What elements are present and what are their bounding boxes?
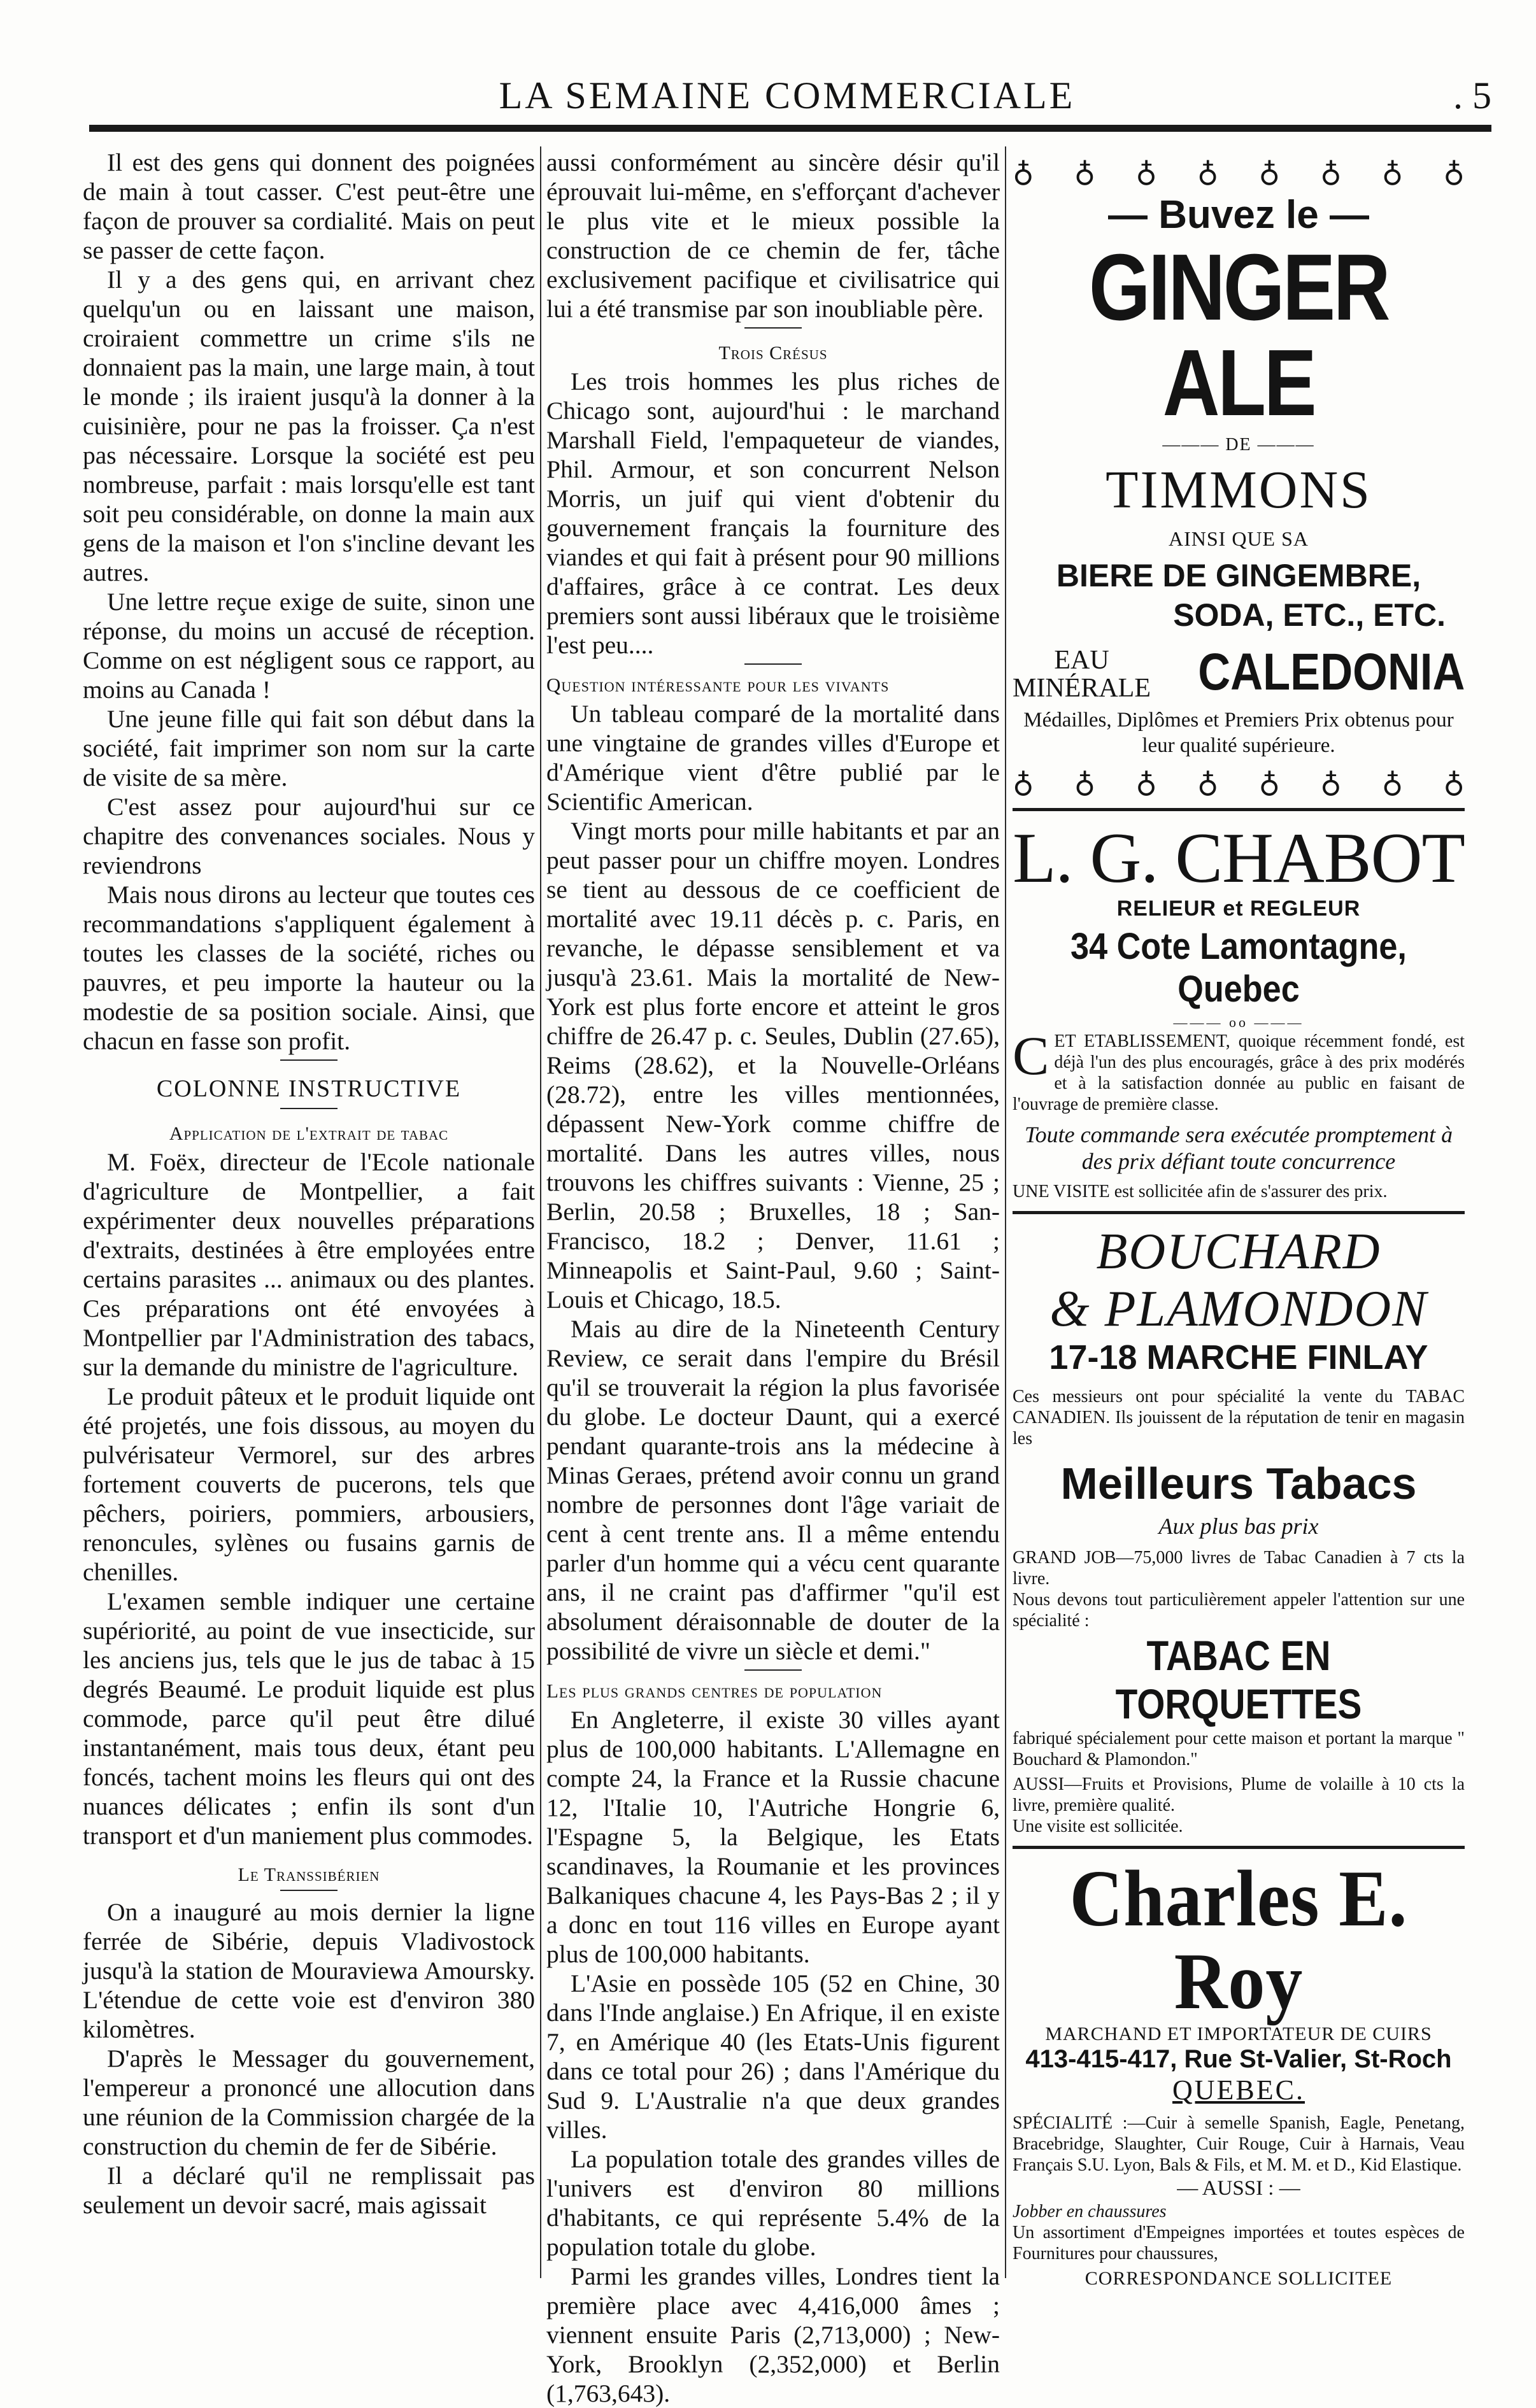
paragraph: Vingt morts pour mille habitants et par an peut passer pour un chiffre moyen. Londres se tient au dessous de ce coefficient de mortalité avec 19.11 décès p. c. Paris, en revanche, le dépasse sensiblement et va jusqu'à 23.61. Mais la mortalité de New-York est plus forte encore et atteint le gros chiffre de 26.47 p. c. Seules, Dublin (27.65), Reims (28.62), et la Nouvelle-Orléans (28.72), entre les villes mentionnées, dépassent New-York comme chiffre de mortalité. Dans les autres villes, nous trouvons les chiffres suivants : Vienne, 25 ; Berlin, 20.58 ; Bruxelles, 18 ; San-Francisco, 18.2 ; Denver, 11.61 ; Minneapolis et Saint-Paul, 9.60 ; Saint-Louis et Chicago, 18.5. (546, 817, 1000, 1314)
article-heading: Question intéressante pour les vivants (546, 674, 890, 696)
ad-ornament: ——— oo ——— (1173, 1014, 1304, 1030)
paragraph: Il est des gens qui donnent des poignées de main à tout casser. C'est peut-être une façon de prouver sa cordialité. Mais on peut se passer de cette façon. (83, 148, 535, 264)
bouchard-ad (1013, 1223, 1465, 1837)
bottle-icon: ♁ (1074, 766, 1096, 798)
ad-text: Une visite est sollicitée. (1013, 1817, 1183, 1836)
ad-brand: & PLAMONDON (1049, 1281, 1428, 1337)
bottle-icon: ♁ (1258, 766, 1281, 798)
paragraph: Un tableau comparé de la mortalité dans une vingtaine de grandes villes d'Europe et d'Amérique vient d'être publié par le Scientific American. (546, 700, 1000, 816)
bottle-row (1013, 154, 1465, 188)
bottle-icon: ♁ (1258, 155, 1281, 188)
divider (280, 1108, 338, 1109)
paragraph: Une jeune fille qui fait son début dans la société, fait imprimer son nom sur la carte de visite de sa mère. (83, 705, 535, 791)
column-2 (546, 148, 1000, 2407)
divider (280, 1890, 338, 1891)
ad-text: — AUSSI : — (1177, 2177, 1300, 2200)
ad-product: BIERE DE GINGEMBRE, (1056, 558, 1421, 593)
paragraph: En Angleterre, il existe 30 villes ayant plus de 100,000 habitants. L'Allemagne en compte 24, la France et la Russie chacune 12, l'Italie 10, l'Autriche Hongrie 6, l'Espagne 5, la Belgique, les Etats scandinaves, la Roumanie et les provinces Balkaniques chacune 4, les Pays-Bas 2 ; il y a donc en tout 116 villes en Europe ayant plus de 100,000 habitants. (546, 1706, 1000, 1968)
article-heading: Application de l'extrait de tabac (169, 1123, 449, 1144)
bottle-icon: ♁ (1197, 155, 1219, 188)
ad-address: 17-18 MARCHE FINLAY (1049, 1338, 1428, 1377)
bottle-icon: ♁ (1135, 155, 1157, 188)
paragraph: Il a déclaré qu'il ne remplissait pas seulement un devoir sacré, mais agissait (83, 2162, 535, 2219)
ad-text: Nous devons tout particulièrement appeler l'attention sur une spécialité : (1013, 1590, 1465, 1631)
paragraph: C'est assez pour aujourd'hui sur ce chapitre des convenances sociales. Nous y reviendrons (83, 793, 535, 879)
ad-slogan: Toute commande sera exécutée promptement à des prix défiant toute concurrence (1024, 1122, 1453, 1174)
section-title: COLONNE INSTRUCTIVE (156, 1075, 462, 1102)
ad-headline: Meilleurs Tabacs (1060, 1459, 1417, 1508)
header-rule (89, 125, 1491, 132)
ad-text: AUSSI—Fruits et Provisions, Plume de volaille à 10 cts la livre, première qualité. (1013, 1774, 1465, 1815)
ad-text: GRAND JOB—75,000 livres de Tabac Canadien à 7 cts la livre. (1013, 1548, 1465, 1589)
ad-text: UNE VISITE est sollicitée afin de s'assurer des prix. (1013, 1182, 1388, 1201)
advertisements-column (1013, 148, 1465, 2291)
bottle-icon: ♁ (1381, 155, 1404, 188)
article-heading: Les plus grands centres de population (546, 1680, 883, 1702)
divider (280, 1059, 338, 1061)
ad-address: 34 Cote Lamontagne, Quebec (1070, 926, 1407, 1010)
ad-headline: TABAC EN TORQUETTES (1115, 1632, 1362, 1727)
ad-tagline: — Buvez le — (1108, 193, 1369, 237)
ad-brand: BOUCHARD (1096, 1224, 1381, 1280)
bottle-icon: ♁ (1135, 766, 1157, 798)
newspaper-title: LA SEMAINE COMMERCIALE (499, 74, 1076, 117)
ad-footer: CORRESPONDANCE SOLLICITEE (1084, 2268, 1393, 2289)
ad-text (1013, 1025, 1465, 1115)
ad-brand: L. G. CHABOT (1013, 819, 1465, 898)
bottle-icon: ♁ (1197, 766, 1219, 798)
bottle-icon: ♁ (1443, 155, 1465, 188)
paragraph: Les trois hommes les plus riches de Chicago sont, aujourd'hui : le marchand Marshall Field, l'empaqueteur de viandes, Phil. Armour, et son concurrent Nelson Morris, un juif qui vient d'obtenir du gouvernement français la fourniture des viandes et qui fait à présent pour 90 millions d'affaires, grâce à ce contrat. Les deux premiers sont aussi libéraux que le troisième l'est peu.... (546, 367, 1000, 659)
ad-address: 413-415-417, Rue St-Valier, St-Roch (1025, 2045, 1452, 2073)
ad-separator (1013, 1211, 1465, 1214)
ad-city: QUEBEC. (1172, 2074, 1305, 2106)
ad-italic: Jobber en chaussures (1013, 2202, 1167, 2221)
column-1 (83, 148, 535, 2291)
ad-text-line: EAU (1054, 646, 1109, 675)
bottle-icon: ♁ (1443, 766, 1465, 798)
ad-text: SPÉCIALITÉ :—Cuir à semelle Spanish, Eagle, Penetang, Bracebridge, Slaughter, Cuir Rouge, Cuir à Harnais, Veau Français S.U. Lyon, Bals & Fils, et M. M. et D., Kid Elastique. (1013, 2113, 1465, 2175)
chabot-ad (1013, 820, 1465, 1202)
paragraph: Le produit pâteux et le produit liquide ont été projetés, une fois dissous, au moyen du pulvérisateur Vermorel, sur des arbres fortement couverts de pucerons, tels que pêchers, poiriers, pommiers, arbousiers, renoncules, sylènes ou fusains garnis de chenilles. (83, 1382, 535, 1586)
paragraph: Parmi les grandes villes, Londres tient la première place avec 4,416,000 âmes ; viennent ensuite Paris (2,713,000) ; New-York, Brooklyn (2,352,000) et Berlin (1,763,643). (546, 2262, 1000, 2407)
divider (744, 663, 802, 665)
paragraph: D'après le Messager du gouvernement, l'empereur a prononcé une allocution dans une réunion de la Commission chargée de la construction du chemin de fer de Sibérie. (83, 2044, 535, 2160)
roy-ad (1013, 1855, 1465, 2290)
ad-body: ET ETABLISSEMENT, quoique récemment fondé, est déjà l'un des plus encouragés, grâce à des prix modérés et à la satisfaction donnée au public en faisant de l'ouvrage de première classe. (1013, 1031, 1465, 1114)
ad-text: Un assortiment d'Empeignes importées et toutes espèces de Fournitures pour chaussures, (1013, 2223, 1465, 2263)
paragraph: On a inauguré au mois dernier la ligne ferrée de Sibérie, depuis Vladivostock jusqu'à la station de Mouraviewa Amoursky. L'étendue de cette voie est d'environ 380 kilomètres. (83, 1898, 535, 2043)
column-divider (1005, 146, 1006, 2278)
ad-separator (1013, 1846, 1465, 1849)
bottle-icon: ♁ (1320, 155, 1342, 188)
ad-brand: Charles E. Roy (1069, 1855, 1408, 2026)
paragraph: La population totale des grandes villes de l'univers est d'environ 80 millions d'habitants, ce qui représente 5.4% de la population totale du globe. (546, 2145, 1000, 2261)
ginger-ale-ad (1013, 154, 1465, 799)
divider (744, 327, 802, 329)
paragraph: Il y a des gens qui, en arrivant chez quelqu'un ou en laissant une maison, croiraient commettre un crime s'ils ne donnaient pas la main, une large main, à tout le monde ; ils iraient jusqu'à la donner à la cuisinière, pour ne pas la froisser. Ça n'est pas nécessaire. Lorsque la société est peu nombreuse, parfait : mais lorsqu'elle est tant soit peu considérable, on donne la main aux gens de la maison et l'on s'incline devant les autres. (83, 266, 535, 586)
ad-slogan: Aux plus bas prix (1158, 1513, 1319, 1539)
ad-text: fabriqué spécialement pour cette maison et portant la marque " Bouchard & Plamondon." (1013, 1729, 1465, 1769)
ad-text-line: MINÉRALE (1013, 674, 1151, 703)
ad-text (1013, 2201, 1465, 2222)
paragraph: Une lettre reçue exige de suite, sinon une réponse, du moins un accusé de réception. Comme on est négligent sous ce rapport, au moins au Canada ! (83, 588, 535, 704)
bottle-icon: ♁ (1074, 155, 1096, 188)
bottle-icon: ♁ (1320, 766, 1342, 798)
ad-text: AINSI QUE SA (1169, 527, 1309, 550)
divider (744, 1669, 802, 1671)
ad-text: Médailles, Diplômes et Premiers Prix obtenus pour leur qualité supérieure. (1023, 709, 1454, 757)
paragraph: Mais nous dirons au lecteur que toutes ces recommandations s'appliquent également à toutes les classes de la société, riches ou pauvres, et peu importe la hauteur ou la modestie de sa position sociale. Ainsi, que chacun en fasse son profit. (83, 881, 535, 1055)
ad-connector: ——— DE ——— (1162, 435, 1315, 455)
drop-cap: C (1013, 1025, 1049, 1086)
ad-headline: GINGER ALE (1088, 235, 1389, 436)
article-heading: Le Transsibérien (238, 1864, 380, 1885)
bottle-icon: ♁ (1013, 155, 1034, 188)
paragraph: L'Asie en possède 105 (52 en Chine, 30 dans l'Inde anglaise.) En Afrique, il en existe 7, en Amérique 40 (les Etats-Unis figurent dans ce total pour 26) ; dans l'Amérique du Sud 9. L'Australie n'a que deux grandes villes. (546, 1969, 1000, 2144)
article-heading: Trois Crésus (718, 343, 828, 364)
ad-trade: RELIEUR et REGLEUR (1116, 896, 1361, 921)
paragraph: Mais au dire de la Nineteenth Century Review, ce serait dans l'empire du Brésil qu'il se trouverait la région la plus favorisée du globe. Le docteur Daunt, qui a exercé pendant quarante-trois ans la médecine à Minas Geraes, prétend avoir connu un grand nombre de personnes dont l'âge variait de cent à cent trente ans. Il a même entendu parler d'un homme qui a vécu cent quarante ans, il ne craint pas d'affirmer "qu'il est absolument déraisonnable de douter de la possibilité de vivre un siècle et demi." (546, 1315, 1000, 1665)
ad-text: Ces messieurs ont pour spécialité la vente du TABAC CANADIEN. Ils jouissent de la réputation de tenir en magasin les (1013, 1387, 1465, 1448)
page-number: . 5 (1453, 74, 1491, 117)
ad-separator (1013, 808, 1465, 811)
bottle-icon: ♁ (1381, 766, 1404, 798)
ad-product: SODA, ETC., ETC. (1173, 597, 1446, 633)
ad-text (1013, 646, 1151, 702)
paragraph: aussi conformément au sincère désir qu'il éprouvait lui-même, en s'efforçant d'achever le plus vite et le mieux possible la construction de ce chemin de fer, tâche exclusivement pacifique et civilisatrice qui lui a été transmise par son inoubliable père. (546, 148, 1000, 323)
ad-trade: MARCHAND ET IMPORTATEUR DE CUIRS (1045, 2023, 1432, 2044)
ad-brand: TIMMONS (1106, 460, 1372, 520)
paragraph: M. Foëx, directeur de l'Ecole nationale d'agriculture de Montpellier, a fait expérimenter deux nouvelles préparations d'extraits, destinées à être employées entre certains parasites ... animaux ou des plantes. Ces préparations ont été envoyées à Montpellier par l'Administration des tabacs, sur la demande du ministre de l'agriculture. (83, 1148, 535, 1381)
column-divider (540, 146, 541, 2278)
ad-brand: CALEDONIA (1197, 643, 1465, 701)
bottle-icon: ♁ (1013, 766, 1034, 798)
bottle-row (1013, 765, 1465, 799)
paragraph: L'examen semble indiquer une certaine supériorité, au point de vue insecticide, sur les anciens jus, tels que le jus de tabac à 15 degrés Beaumé. Le produit liquide est plus commode, parce qu'il peut être dilué instantanément, mais tous deux, étant peu foncés, tachent moins les fleurs qui ont des nuances délicates ; enfin ils sont d'un transport et d'un maniement plus commodes. (83, 1587, 535, 1850)
ad-row (1013, 642, 1465, 702)
